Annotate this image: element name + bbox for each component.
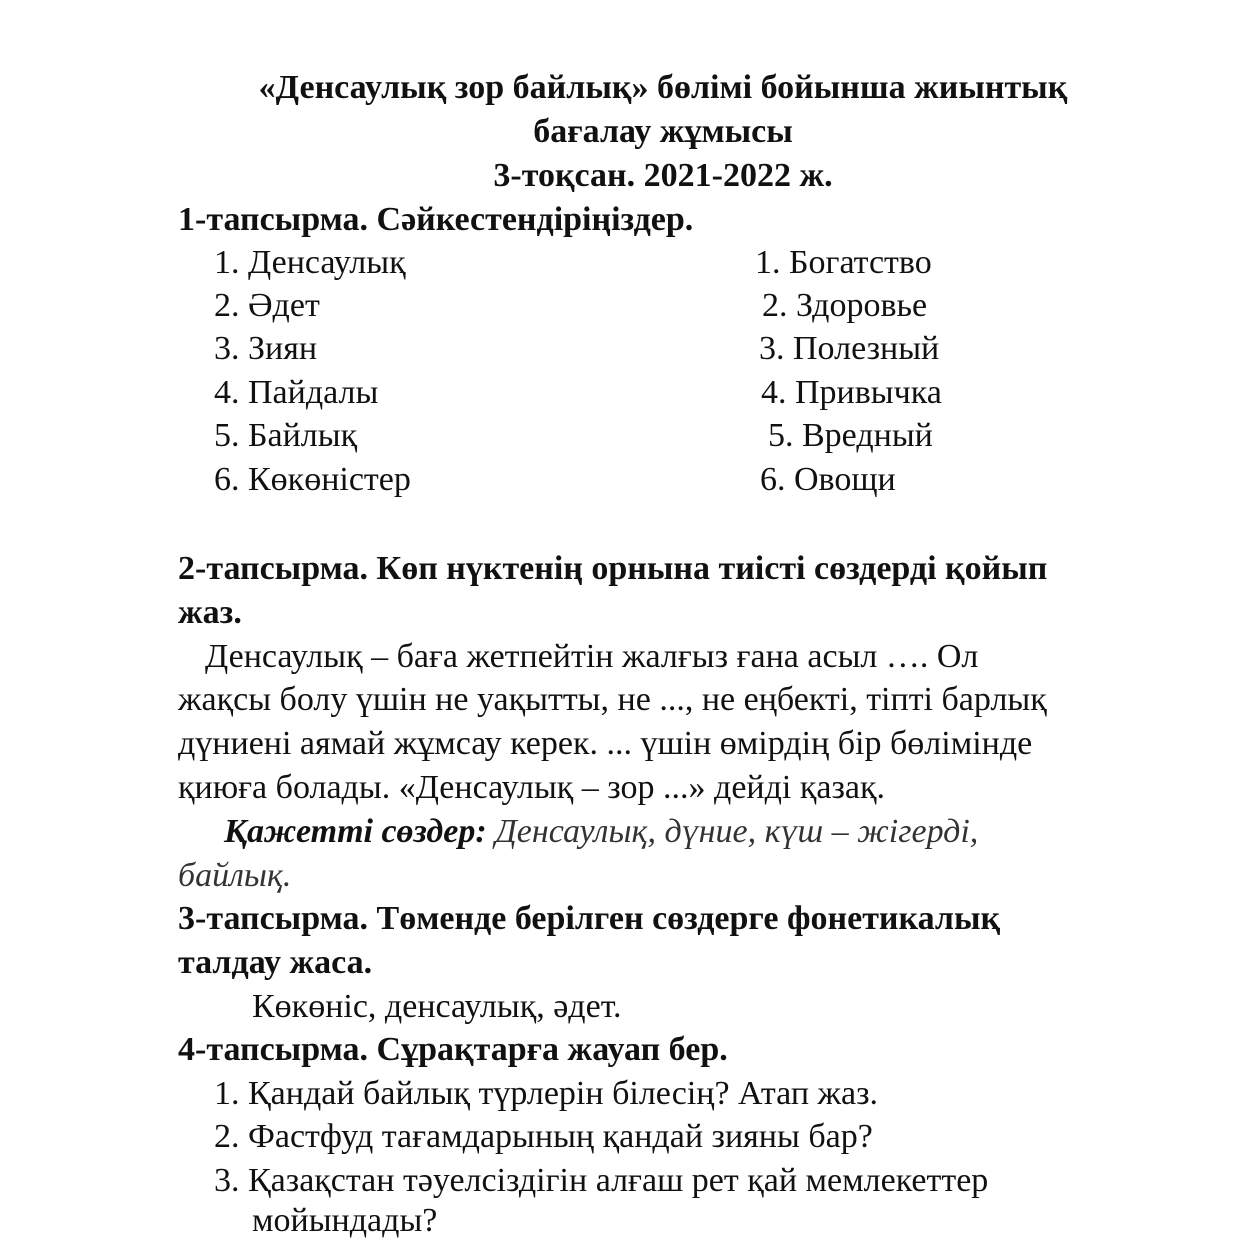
task3-heading-line-1: 3-тапсырма. Төменде берілген сөздерге фонетикалық <box>178 900 1001 937</box>
task2-words-line-1 <box>224 810 978 854</box>
task1-right-item: 6. Овощи <box>760 461 896 498</box>
task4-question: 3. Қазақстан тәуелсіздігін алғаш рет қай мемлекеттер <box>214 1162 989 1199</box>
task2-text-line-2: жақсы болу үшін не уақытты, не ..., не еңбекті, тіпті барлық <box>178 681 1047 718</box>
task1-heading: 1-тапсырма. Сәйкестендіріңіздер. <box>178 201 694 238</box>
task2-words-label: Қажетті сөздер: <box>224 813 487 850</box>
title-line-3: 3-тоқсан. 2021-2022 ж. <box>493 157 833 194</box>
task2-heading-line-1: 2-тапсырма. Көп нүктенің орнына тиісті сөздерді қойып <box>178 550 1048 587</box>
task1-left-item: 2. Әдет <box>214 287 320 324</box>
task1-left-item: 1. Денсаулық <box>214 244 406 281</box>
title-line-2: бағалау жұмысы <box>533 113 793 150</box>
task2-words-line-2: байлық. <box>178 857 292 894</box>
task1-right-item: 4. Привычка <box>761 374 942 411</box>
task1-right-item: 5. Вредный <box>768 417 933 454</box>
task2-heading-line-2: жаз. <box>178 594 242 631</box>
task2-text-line-1: Денсаулық – баға жетпейтін жалғыз ғана асыл …. Ол <box>205 638 979 675</box>
task1-right-item: 2. Здоровье <box>762 287 928 324</box>
task4-question: 1. Қандай байлық түрлерін білесің? Атап жаз. <box>214 1075 879 1112</box>
task1-left-item: 5. Байлық <box>214 417 358 454</box>
title-line-1: «Денсаулық зор байлық» бөлімі бойынша жиынтық <box>258 69 1068 106</box>
task2-text-line-4: қиюға болады. «Денсаулық – зор ...» дейді қазақ. <box>178 769 886 806</box>
task4-question: 2. Фастфуд тағамдарының қандай зияны бар? <box>214 1118 873 1155</box>
task4-heading: 4-тапсырма. Сұрақтарға жауап бер. <box>178 1031 728 1068</box>
task1-left-item: 4. Пайдалы <box>214 374 379 411</box>
task2-text-line-3: дүниені аямай жұмсау керек. ... үшін өмірдің бір бөлімінде <box>178 725 1033 762</box>
task3-heading-line-2: талдау жаса. <box>178 944 373 981</box>
task3-words: Көкөніс, денсаулық, әдет. <box>252 988 622 1025</box>
task4-question-3-continuation: мойындады? <box>252 1202 438 1239</box>
task1-right-item: 1. Богатство <box>755 244 932 281</box>
task1-left-item: 6. Көкөністер <box>214 461 411 498</box>
task1-left-item: 3. Зиян <box>214 330 318 367</box>
task1-right-item: 3. Полезный <box>759 330 940 367</box>
task2-words-list: Денсаулық, дүние, күш – жігерді, <box>486 813 979 850</box>
